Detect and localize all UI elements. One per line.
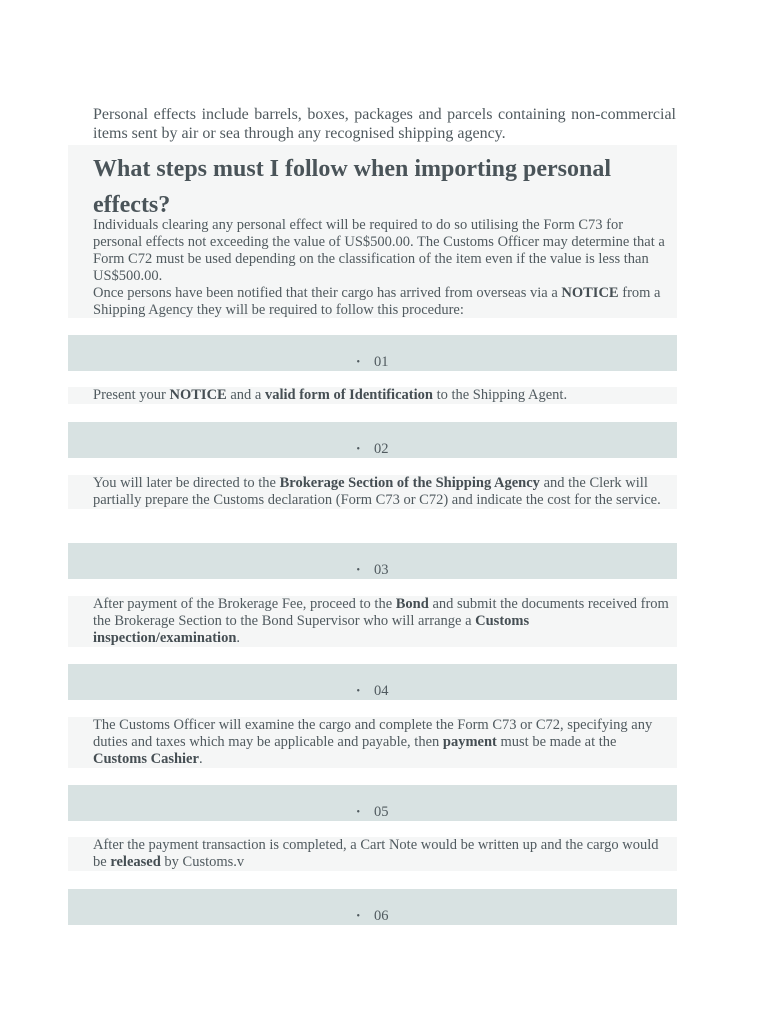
step-header-04 xyxy=(68,664,677,700)
step-text-04 xyxy=(68,717,677,768)
bold-text: Bond xyxy=(395,596,429,612)
notice-bold: NOTICE xyxy=(561,285,619,301)
step-header-05 xyxy=(68,785,677,821)
step-number: 06 xyxy=(374,908,389,924)
text: to the Shipping Agent. xyxy=(432,387,568,403)
section-title: What steps must I follow when importing personal effects? xyxy=(93,156,612,218)
step-text-01 xyxy=(68,387,677,404)
text: and the Clerk will partially prepare the Customs declaration (Form C73 or C72) and indicate the cost for the service. xyxy=(93,475,661,508)
step-text-03 xyxy=(68,596,677,647)
step-header-06 xyxy=(68,889,677,925)
step-text-05 xyxy=(68,837,677,871)
text: and submit the documents received from the Brokerage Section to the Bond Supervisor who will arrange a xyxy=(93,596,669,629)
step-number: 01 xyxy=(374,354,389,370)
intro-paragraph: Personal effects include barrels, boxes, packages and parcels containing non-commercial items sent by air or sea through any recognised shipping agency. xyxy=(93,106,676,142)
bold-text: NOTICE xyxy=(169,387,227,403)
text: Present your xyxy=(93,387,170,403)
bullet-icon: • xyxy=(356,911,360,922)
step-number: 02 xyxy=(374,441,389,457)
text: After payment of the Brokerage Fee, proceed to the xyxy=(93,596,396,612)
bold-text: Brokerage Section of the Shipping Agency xyxy=(279,475,540,491)
step-number: 03 xyxy=(374,562,389,578)
text: . xyxy=(236,630,241,646)
bullet-icon: • xyxy=(356,444,360,455)
bold-text: Customs Cashier xyxy=(93,751,199,767)
bullet-icon: • xyxy=(356,686,360,697)
bold-text: released xyxy=(110,854,161,870)
step-text-02 xyxy=(68,475,677,509)
section-paragraph-2 xyxy=(93,285,669,319)
text: and a xyxy=(226,387,265,403)
text: You will later be directed to the xyxy=(93,475,280,491)
bold-text: Customs inspection/examination xyxy=(93,613,530,646)
text: . xyxy=(198,751,203,767)
bullet-icon: • xyxy=(356,357,360,368)
text: The Customs Officer will examine the cargo and complete the Form C73 or C72, specifying any duties and taxes which may be applicable and payable, then xyxy=(93,717,653,750)
text: by Customs.v xyxy=(160,854,245,870)
bold-text: payment xyxy=(442,734,497,750)
text: After the payment transaction is completed, a Cart Note would be written up and the cargo would be xyxy=(93,837,659,870)
text: must be made at the xyxy=(496,734,617,750)
section-body xyxy=(93,217,669,319)
section-paragraph-1: Individuals clearing any personal effect will be required to do so utilising the Form C73 for personal effects not exceeding the value of US$500.00. The Customs Officer may determine that a Form C72 must be used depending on the classification of the item even if the value is less than US$500.00. xyxy=(93,217,665,284)
step-header-03 xyxy=(68,543,677,579)
bullet-icon: • xyxy=(356,807,360,818)
text: from a Shipping Agency they will be required to follow this procedure: xyxy=(93,285,661,318)
step-number: 04 xyxy=(374,683,389,699)
step-header-01 xyxy=(68,335,677,371)
heading-section xyxy=(68,145,677,318)
step-number: 05 xyxy=(374,804,389,820)
step-header-02 xyxy=(68,422,677,458)
text: Once persons have been notified that their cargo has arrived from overseas via a xyxy=(93,285,562,301)
bold-text: valid form of Identification xyxy=(264,387,433,403)
bullet-icon: • xyxy=(356,565,360,576)
